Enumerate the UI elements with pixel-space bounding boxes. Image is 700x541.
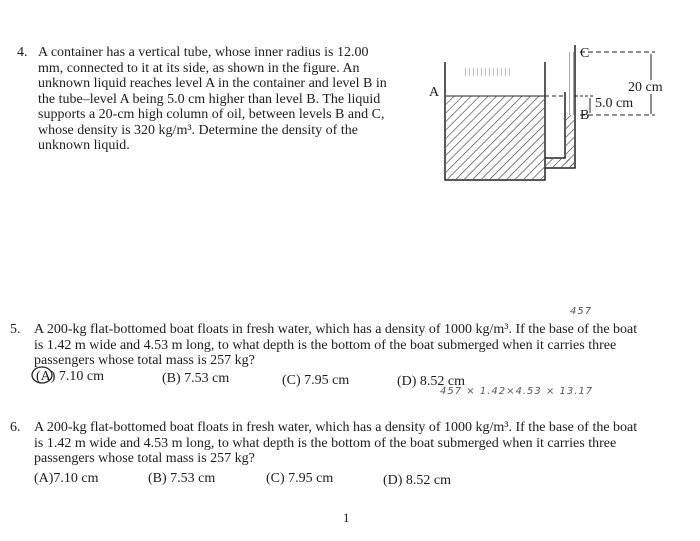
q6-choice-b: (B) 7.53 cm — [148, 471, 216, 486]
q4-number: 4. — [17, 45, 28, 60]
q5-choice-a: (A) 7.10 cm — [36, 369, 105, 384]
page-number: 1 — [343, 510, 350, 525]
q5-text: A 200-kg flat-bottomed boat floats in fresh water, which has a density of 1000 kg/m³. If the base of the boat is 1.42 m wide and 4.53 m long, to what depth is the bottom of the boat submerged when it carries three passengers whose total mass is 257 kg? — [34, 322, 638, 368]
label-b: B — [580, 108, 590, 123]
q6-choice-c: (C) 7.95 cm — [266, 471, 334, 486]
container-liquid — [446, 96, 544, 179]
q4-text: A container has a vertical tube, whose inner radius is 12.00 mm, connected to it at its side, as shown in the figure. An unknown liquid reaches level A in the container and level B in the tube–level A being 5.0 cm higher than level B. The liquid supports a 20-cm high column of oil, between levels B and C, whose density is 320 kg/m³. Determine the density of the unknown liquid. — [38, 45, 387, 153]
q6-number: 6. — [10, 420, 21, 435]
handwritten-calculation: 457 × 1.42×4.53 × 13.17 — [440, 386, 594, 397]
label-c: C — [580, 46, 590, 61]
container-rim-texture — [463, 68, 513, 76]
q5-choice-b: (B) 7.53 cm — [162, 371, 230, 386]
q5-choice-c: (C) 7.95 cm — [282, 373, 350, 388]
oil-column — [566, 52, 574, 115]
container-tube-figure — [425, 40, 695, 190]
q5-choice-d: (D) 8.52 cm — [397, 374, 466, 389]
q6-choice-a: (A)7.10 cm — [34, 471, 99, 486]
q5-number: 5. — [10, 322, 21, 337]
label-20cm: 20 cm — [628, 80, 663, 95]
label-a: A — [429, 85, 440, 100]
handwritten-note-top: 457 — [570, 306, 593, 317]
tube-inner — [545, 92, 565, 158]
q6-choice-d: (D) 8.52 cm — [383, 473, 452, 488]
label-5cm: 5.0 cm — [595, 96, 634, 111]
q6-text: A 200-kg flat-bottomed boat floats in fresh water, which has a density of 1000 kg/m³. If the base of the boat is 1.42 m wide and 4.53 m long, to what depth is the bottom of the boat submerged when it carries three passengers whose total mass is 257 kg? — [34, 420, 638, 466]
